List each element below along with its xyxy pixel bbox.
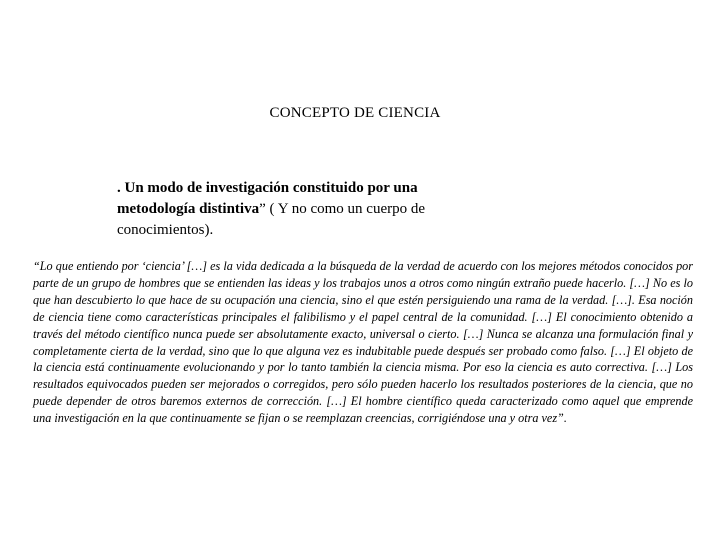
definition-rest: ” ( Y no como un cuerpo de conocimientos). bbox=[117, 201, 426, 238]
slide-title: CONCEPTO DE CIENCIA bbox=[269, 105, 441, 121]
definition-bold: . Un modo de investigación constituido por una metodología distintiva bbox=[117, 180, 418, 217]
definition-text bbox=[117, 178, 497, 241]
quote-paragraph: “Lo que entiendo por ‘ciencia’ […] es la vida dedicada a la búsqueda de la verdad de acuerdo con los mejores métodos conocidos por parte de un grupo de hombres que se entienden las ideas y los trabajos unos a otros como ningún extraño puede hacerlo. […] No es lo que han descubierto lo que hace de su ocupación una ciencia, sino el que estén persiguiendo una rama de la verdad. […]. Esa noción de ciencia tiene como características principales el falibilismo y el papel central de la comunidad. […] El conocimiento obtenido a través del método científico nunca puede ser absolutamente exacto, universal o cierto. […] Nunca se alcanza una formulación final y completamente cierta de la verdad, sino que lo que alguna vez es indubitable puede después ser probado como falso. […] El objeto de la ciencia está continuamente evolucionando y por lo tanto también la ciencia misma. Por eso la ciencia es auto correctiva. […] Los resultados equivocados pueden ser mejorados o corregidos, pero sólo pueden hacerlo los resultados posteriores de la ciencia, que no puede depender de otros baremos externos de corrección. […] El hombre científico queda caracterizado como aquel que emprende una investigación en la que continuamente se fijan o se reemplazan creencias, corrigiéndose una y otra vez”. bbox=[33, 259, 693, 426]
